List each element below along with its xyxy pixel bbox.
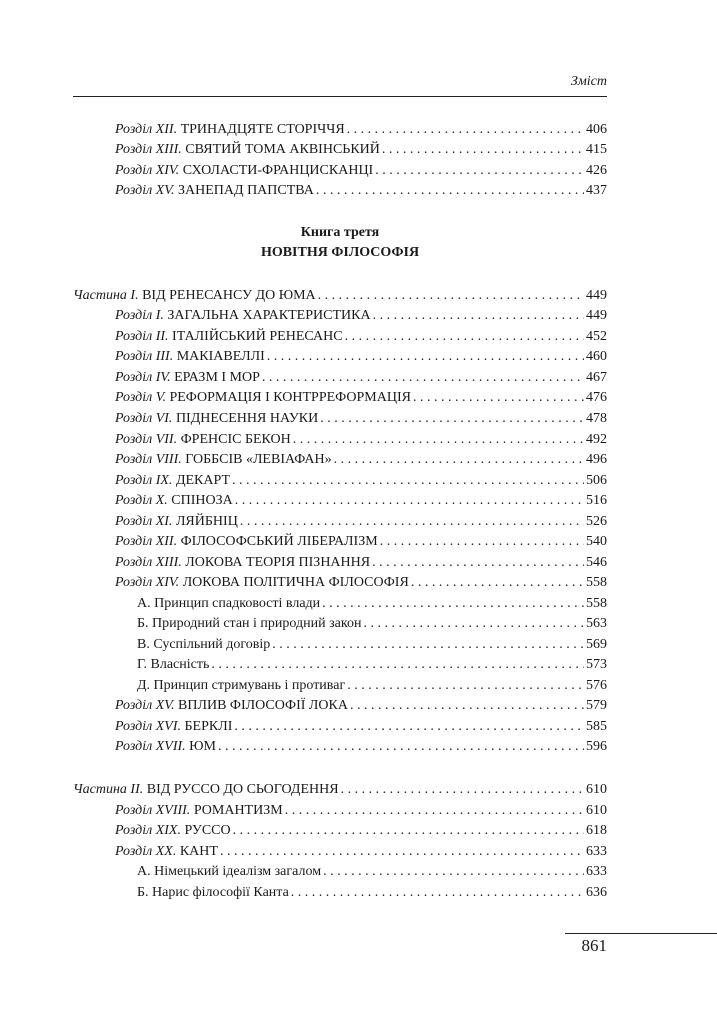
toc-label: Розділ X. СПІНОЗА [115, 493, 233, 508]
toc-page: 610 [586, 782, 607, 797]
toc-page: 449 [586, 308, 607, 323]
toc-page: 569 [586, 637, 607, 652]
toc-page: 546 [586, 555, 607, 570]
toc-leader [411, 573, 584, 593]
header-title: Зміст [570, 74, 607, 89]
toc-label: В. Суспільний договір [137, 637, 271, 652]
toc-label: Д. Принцип стримувань і противаг [137, 678, 346, 693]
toc-leader [316, 181, 584, 201]
running-header [73, 74, 607, 97]
toc-subentry[interactable] [137, 594, 607, 614]
toc-label: Розділ XIII. ЛОКОВА ТЕОРІЯ ПІЗНАННЯ [115, 555, 371, 570]
toc-label: Б. Природний стан і природний закон [137, 616, 362, 631]
toc-label: Розділ XII. ФІЛОСОФСЬКИЙ ЛІБЕРАЛІЗМ [115, 534, 378, 549]
toc-page: 506 [586, 473, 607, 488]
toc-label: Розділ XIV. ЛОКОВА ПОЛІТИЧНА ФІЛОСОФІЯ [115, 575, 409, 590]
toc-page: 558 [586, 596, 607, 611]
toc-leader [211, 655, 584, 675]
toc-entry[interactable] [115, 491, 607, 511]
toc-entry[interactable] [115, 120, 607, 140]
toc-page: 618 [586, 823, 607, 838]
toc-part-entry[interactable] [73, 780, 607, 800]
toc-label: Розділ I. ЗАГАЛЬНА ХАРАКТЕРИСТИКА [115, 308, 371, 323]
toc-entry[interactable] [115, 430, 607, 450]
toc-entry[interactable] [115, 696, 607, 716]
page-number: 861 [581, 936, 607, 955]
toc-leader [323, 862, 584, 882]
toc-entry[interactable] [115, 717, 607, 737]
toc-leader [322, 594, 584, 614]
toc-label: Розділ XIII. СВЯТИЙ ТОМА АКВІНСЬКИЙ [115, 142, 380, 157]
toc-page: 452 [586, 329, 607, 344]
toc-leader [413, 388, 584, 408]
toc-page: 576 [586, 678, 607, 693]
toc-leader [318, 286, 584, 306]
toc-leader [363, 614, 584, 634]
toc-label: Частина I. ВІД РЕНЕСАНСУ ДО ЮМА [73, 288, 316, 303]
toc-entry[interactable] [115, 842, 607, 862]
toc-leader [350, 696, 584, 716]
toc-page: 460 [586, 349, 607, 364]
toc-leader [233, 821, 584, 841]
toc-leader [262, 368, 584, 388]
toc-page: 579 [586, 698, 607, 713]
toc-label: Розділ XX. КАНТ [115, 844, 218, 859]
toc-page: 558 [586, 575, 607, 590]
toc-subentry[interactable] [137, 883, 607, 903]
toc-leader [267, 347, 584, 367]
toc-label: Розділ XVIII. РОМАНТИЗМ [115, 803, 283, 818]
toc-leader [345, 327, 584, 347]
toc-leader [375, 161, 584, 181]
toc-entry[interactable] [115, 532, 607, 552]
toc-label: Розділ VIII. ГОББСІВ «ЛЕВІАФАН» [115, 452, 332, 467]
toc-subentry[interactable] [137, 614, 607, 634]
toc-entry[interactable] [115, 821, 607, 841]
toc-page: 476 [586, 390, 607, 405]
toc-leader [291, 883, 584, 903]
toc-subentry[interactable] [137, 655, 607, 675]
toc-label: Розділ XV. ВПЛИВ ФІЛОСОФІЇ ЛОКА [115, 698, 348, 713]
toc-leader [373, 306, 584, 326]
toc-page: 516 [586, 493, 607, 508]
toc-entry[interactable] [115, 181, 607, 201]
toc-page: 585 [586, 719, 607, 734]
toc-label: Розділ III. МАКІАВЕЛЛІ [115, 349, 265, 364]
toc-subentry[interactable] [137, 676, 607, 696]
toc-page: 415 [586, 142, 607, 157]
toc-leader [372, 553, 584, 573]
toc-label: Розділ II. ІТАЛІЙСЬКИЙ РЕНЕСАНС [115, 329, 343, 344]
toc-label: Розділ VI. ПІДНЕСЕННЯ НАУКИ [115, 411, 319, 426]
toc-leader [285, 801, 584, 821]
toc-label: Розділ XIX. РУССО [115, 823, 231, 838]
toc-label: Розділ XVI. БЕРКЛІ [115, 719, 233, 734]
toc-leader [347, 120, 584, 140]
toc-page: 540 [586, 534, 607, 549]
toc-entry[interactable] [115, 306, 607, 326]
toc-page: 636 [586, 885, 607, 900]
toc-entry[interactable] [115, 573, 607, 593]
toc-page: 633 [586, 844, 607, 859]
toc-page: 449 [586, 288, 607, 303]
toc-subentry[interactable] [137, 862, 607, 882]
toc-entry[interactable] [115, 388, 607, 408]
toc-leader [347, 676, 584, 696]
toc-page: 526 [586, 514, 607, 529]
toc-label: Г. Власність [137, 657, 210, 672]
toc-label: А. Принцип спадковості влади [137, 596, 321, 611]
book-title: НОВІТНЯ ФІЛОСОФІЯ [260, 245, 420, 260]
toc-page: 496 [586, 452, 607, 467]
toc-leader [382, 140, 584, 160]
toc-leader [320, 409, 584, 429]
toc-page: 478 [586, 411, 607, 426]
toc-leader [232, 471, 584, 491]
toc-label: Розділ V. РЕФОРМАЦІЯ І КОНТРРЕФОРМАЦІЯ [115, 390, 411, 405]
toc-label: Розділ XII. ТРИНАДЦЯТЕ СТОРІЧЧЯ [115, 122, 345, 137]
toc-entry[interactable] [115, 327, 607, 347]
toc-label: Розділ IX. ДЕКАРТ [115, 473, 230, 488]
toc-page: 563 [586, 616, 607, 631]
toc-label: Розділ IV. ЕРАЗМ І МОР [115, 370, 260, 385]
toc-entry[interactable] [115, 512, 607, 532]
toc-leader [293, 430, 584, 450]
toc-leader [218, 737, 584, 757]
toc-page: 492 [586, 432, 607, 447]
toc-page: 467 [586, 370, 607, 385]
book-label: Книга третя [300, 225, 380, 240]
toc-leader [235, 491, 584, 511]
toc-leader [334, 450, 584, 470]
toc-leader [240, 512, 584, 532]
toc-entry[interactable] [115, 737, 607, 757]
toc-label: Б. Нарис філософії Канта [137, 885, 289, 900]
toc-label: Розділ XI. ЛЯЙБНІЦ [115, 514, 238, 529]
toc-label: А. Німецький ідеалізм загалом [137, 864, 322, 879]
toc-leader [380, 532, 584, 552]
toc-entry[interactable] [115, 409, 607, 429]
toc-page: 610 [586, 803, 607, 818]
toc-label: Розділ VII. ФРЕНСІС БЕКОН [115, 432, 291, 447]
toc-page: 633 [586, 864, 607, 879]
toc-leader [272, 635, 584, 655]
toc-entry[interactable] [115, 368, 607, 388]
toc-leader [220, 842, 584, 862]
toc-part-entry[interactable] [73, 286, 607, 306]
toc-label: Розділ XVII. ЮМ [115, 739, 216, 754]
toc-label: Розділ XV. ЗАНЕПАД ПАПСТВА [115, 183, 314, 198]
toc-subentry[interactable] [137, 635, 607, 655]
toc-entry[interactable] [115, 801, 607, 821]
toc-page: 426 [586, 163, 607, 178]
toc-label: Частина II. ВІД РУССО ДО СЬОГОДЕННЯ [73, 782, 339, 797]
footer-rule [565, 933, 717, 934]
toc-entry[interactable] [115, 553, 607, 573]
toc-leader [341, 780, 584, 800]
toc-label: Розділ XIV. СХОЛАСТИ-ФРАНЦИСКАНЦІ [115, 163, 374, 178]
toc-entry[interactable] [115, 140, 607, 160]
toc-entry[interactable] [115, 161, 607, 181]
toc-entry[interactable] [115, 347, 607, 367]
toc-entry[interactable] [115, 450, 607, 470]
toc-leader [234, 717, 584, 737]
toc-page: 596 [586, 739, 607, 754]
toc-page: 573 [586, 657, 607, 672]
toc-entry[interactable] [115, 471, 607, 491]
toc-page: 406 [586, 122, 607, 137]
toc-page: 437 [586, 183, 607, 198]
